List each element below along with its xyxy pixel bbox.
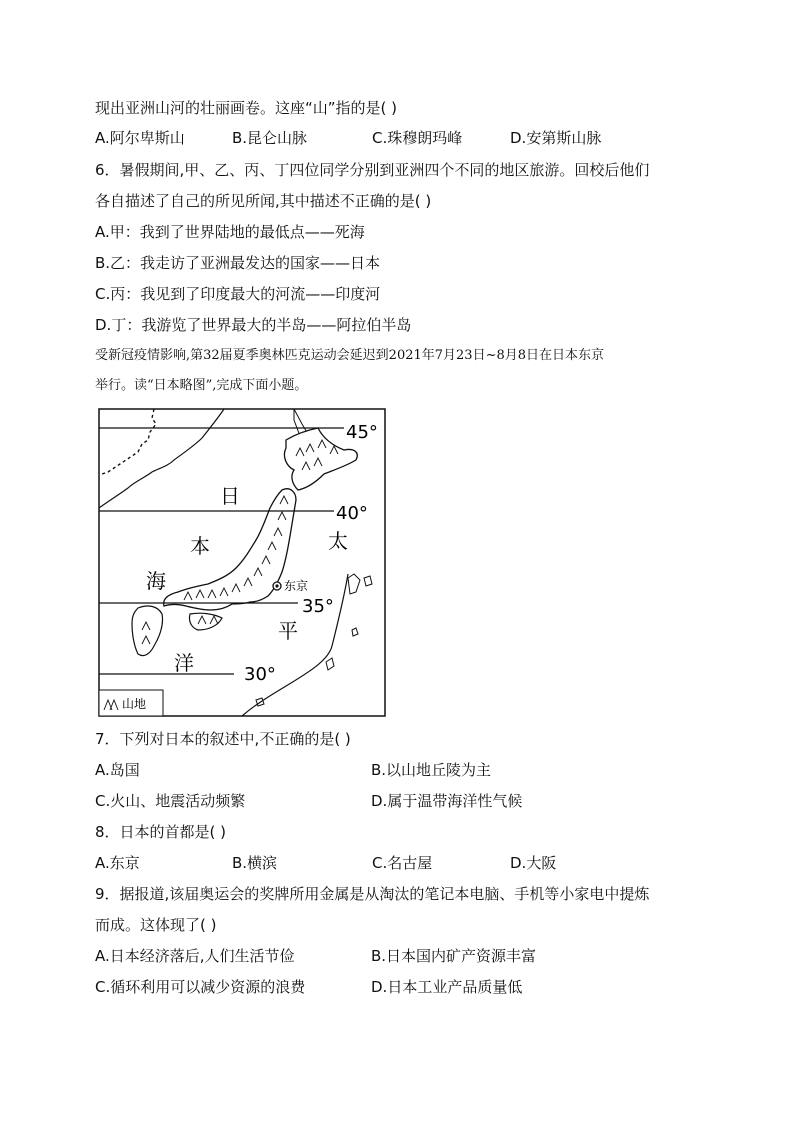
passage-intro-line2: 举行。读“日本略图”,完成下面小题。 (95, 378, 308, 393)
q6-stem-line1: 6．暑假期间,甲、乙、丙、丁四位同学分别到亚洲四个不同的地区旅游。回校后他们 (95, 161, 650, 179)
latitude-40-label: 40° (336, 503, 368, 524)
q6-option-c: C.丙：我见到了印度最大的河流——印度河 (95, 285, 381, 303)
q9-option-c: C.循环利用可以减少资源的浪费 (95, 978, 306, 996)
japan-sketch-map (98, 408, 386, 717)
q5-option-b: B.昆仑山脉 (232, 129, 308, 147)
latitude-35-label: 35° (302, 596, 334, 617)
latitude-30-label: 30° (244, 664, 276, 685)
q7-option-b: B.以山地丘陵为主 (371, 761, 492, 779)
q6-option-d: D.丁：我游览了世界最大的半岛——阿拉伯半岛 (95, 316, 412, 334)
q7-option-a: A.岛国 (95, 761, 140, 779)
q6-option-a: A.甲：我到了世界陆地的最低点——死海 (95, 223, 365, 241)
legend-label: 山地 (122, 697, 147, 711)
q8-option-c: C.名古屋 (372, 854, 433, 872)
sea-label-ben: 本 (190, 534, 210, 558)
q5-stem-tail: 现出亚洲山河的壮丽画卷。这座“山”指的是( ) (95, 99, 398, 117)
q8-stem: 8．日本的首都是( ) (95, 823, 227, 841)
q7-option-c: C.火山、地震活动频繁 (95, 792, 246, 810)
ocean-label-yang: 洋 (174, 651, 194, 675)
q5-option-c: C.珠穆朗玛峰 (372, 129, 463, 147)
ocean-label-ping: 平 (278, 619, 298, 643)
q7-option-d: D.属于温带海洋性气候 (371, 792, 523, 810)
q8-option-a: A.东京 (95, 854, 140, 872)
q9-option-a: A.日本经济落后,人们生活节俭 (95, 947, 295, 965)
q9-option-d: D.日本工业产品质量低 (371, 978, 523, 996)
q5-option-d: D.安第斯山脉 (510, 129, 602, 147)
q9-option-b: B.日本国内矿产资源丰富 (371, 947, 537, 965)
q9-stem-line2: 而成。这体现了( ) (95, 916, 217, 934)
q7-stem: 7．下列对日本的叙述中,不正确的是( ) (95, 730, 351, 748)
small-island (364, 576, 372, 586)
sea-label-hai: 海 (146, 569, 166, 593)
q6-option-b: B.乙：我走访了亚洲最发达的国家——日本 (95, 254, 381, 272)
q6-stem-line2: 各自描述了自己的所见所闻,其中描述不正确的是( ) (95, 192, 432, 210)
q9-stem-line1: 9．据报道,该届奥运会的奖牌所用金属是从淘汰的笔记本电脑、手机等小家电中提炼 (95, 885, 650, 903)
q8-option-d: D.大阪 (510, 854, 557, 872)
ocean-label-tai: 太 (328, 529, 348, 553)
tokyo-label: 东京 (284, 579, 309, 593)
tokyo-marker-dot (275, 584, 278, 587)
latitude-45-label: 45° (346, 422, 378, 443)
sea-label-ri: 日 (220, 484, 240, 508)
q5-option-a: A.阿尔卑斯山 (95, 129, 185, 147)
passage-intro-line1: 受新冠疫情影响,第32届夏季奥林匹克运动会延迟到2021年7月23日~8月8日在日本东京 (95, 348, 605, 363)
q8-option-b: B.横滨 (232, 854, 278, 872)
